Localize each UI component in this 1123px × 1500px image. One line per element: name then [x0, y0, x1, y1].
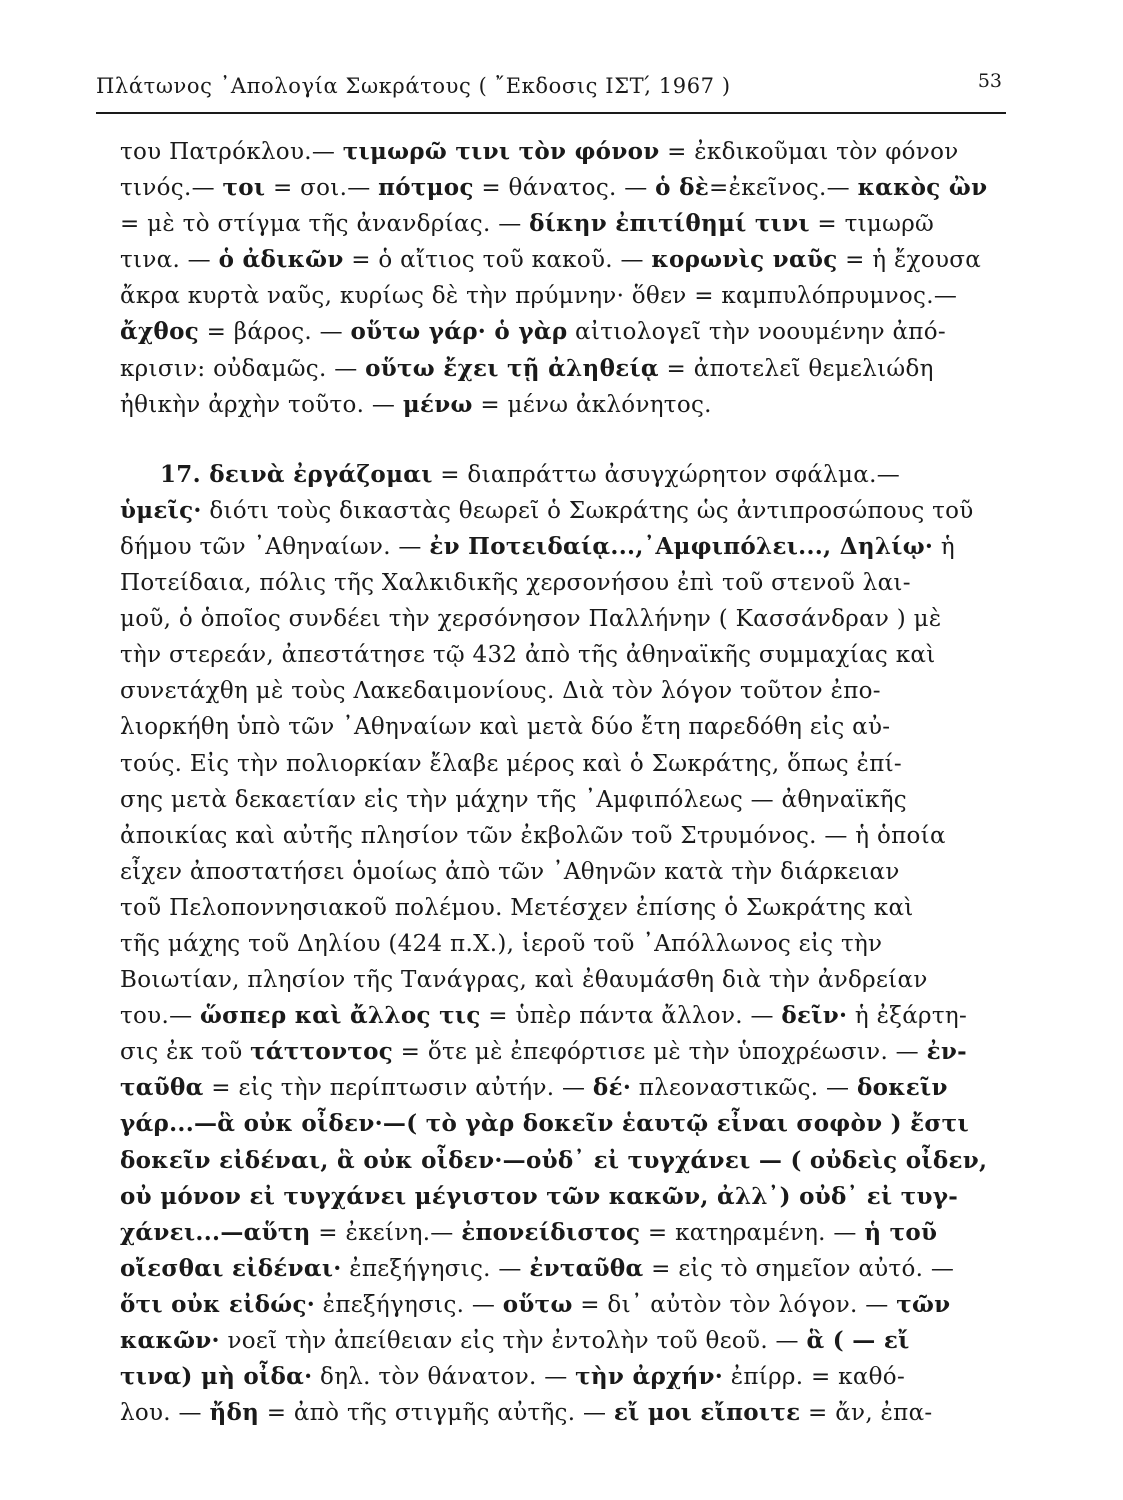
headword: μένω — [402, 390, 473, 418]
gloss-text: Ποτείδαια, πόλις τῆς Χαλκιδικῆς χερσονήσου ἐπὶ τοῦ στενοῦ λαι- — [120, 570, 911, 597]
running-title: Πλάτωνος ᾿Απολογία Σωκράτους ( ῎Εκδοσις ΙΣΤ,́ 1967 ) — [96, 74, 731, 98]
headword: δοκεῖν εἰδέναι, ἃ οὐκ οἶδεν·—οὐδ᾿ εἰ τυγχάνει — ( οὐδεὶς οἶδεν, — [120, 1146, 988, 1174]
text-line — [120, 457, 1015, 493]
text-line — [120, 601, 1015, 637]
gloss-text: = ἡ ἔχουσα — [837, 247, 982, 274]
headword: τινα) μὴ οἶδα· — [120, 1363, 313, 1391]
gloss-text: = ὅτε μὲ ἐπεφόρτισε μὲ τὴν ὑποχρέωσιν. — — [393, 1039, 927, 1066]
headword: δέ· — [592, 1074, 632, 1102]
text-line — [120, 1215, 1015, 1251]
text-line — [120, 818, 1015, 854]
text-line — [120, 782, 1015, 818]
gloss-text: = μένω ἀκλόνητος. — [472, 391, 712, 418]
headword: εἴ μοι εἴποιτε — [613, 1399, 801, 1427]
headword: γάρ...—ἃ οὐκ οἶδεν·—( τὸ γὰρ δοκεῖν ἑαυτῷ εἶναι σοφὸν ) ἔστι — [120, 1110, 969, 1138]
gloss-text: = ὁ αἴτιος τοῦ κακοῦ. — — [343, 247, 652, 274]
gloss-text: = σοι.— — [265, 175, 379, 202]
text-line — [120, 351, 1015, 387]
text-line — [120, 1034, 1015, 1070]
headword: δοκεῖν — [856, 1074, 948, 1102]
gloss-text: νοεῖ τὴν ἀπείθειαν εἰς τὴν ἐντολὴν τοῦ θεοῦ. — — [219, 1328, 807, 1354]
text-line — [120, 709, 1015, 745]
gloss-text: ἐπεξήγησις. — — [315, 1291, 503, 1318]
gloss-text: κρισιν: οὐδαμῶς. — — [120, 355, 366, 382]
headword: δεῖν· — [781, 1002, 848, 1030]
gloss-text: ἐπεξήγησις. — — [341, 1255, 530, 1282]
headword: ὁ ἀδικῶν — [218, 246, 344, 274]
text-line — [120, 890, 1015, 926]
gloss-text: = μὲ τὸ στίγμα τῆς ἀνανδρίας. — — [120, 211, 530, 238]
text-line — [120, 278, 1015, 314]
headword: οὕτω ἔχει τῇ ἀληθείᾳ — [365, 354, 659, 382]
gloss-text: λου. — — [120, 1400, 210, 1427]
headword: τάττοντος — [250, 1038, 394, 1066]
gloss-text: = βάρος. — — [199, 319, 351, 346]
text-line — [120, 170, 1015, 206]
gloss-text: δήμου τῶν ᾿Αθηναίων. — — [120, 533, 430, 560]
text-line — [120, 1143, 1015, 1179]
gloss-text: ἀποικίας καὶ αὐτῆς πλησίον τῶν ἐκβολῶν τοῦ Στρυμόνος. — ἡ ὁποία — [120, 822, 946, 849]
headword: ἐν Ποτειδαίᾳ...,᾿Αμφιπόλει..., Δηλίῳ· — [429, 532, 934, 560]
headword: ὅτι οὐκ εἰδώς· — [120, 1290, 316, 1318]
headword: κορωνὶς ναῦς — [651, 246, 838, 274]
headword: ἐνταῦθα — [529, 1254, 644, 1282]
text-line — [120, 1395, 1015, 1431]
text-line — [120, 206, 1015, 242]
headword: ἐπονείδιστος — [461, 1218, 641, 1246]
text-line — [120, 565, 1015, 601]
headword: ταῦθα — [120, 1074, 204, 1102]
gloss-text: ἠθικὴν ἀρχὴν τοῦτο. — — [120, 391, 403, 418]
gloss-text: = ἄν, ἐπα- — [800, 1400, 933, 1427]
headword: πότμος — [378, 174, 474, 202]
page-header — [96, 72, 1006, 114]
headword: κακῶν· — [120, 1327, 220, 1354]
gloss-text: του Πατρόκλου.— — [120, 139, 343, 165]
text-line — [120, 134, 1015, 170]
gloss-text: αἰτιολογεῖ τὴν νοουμένην ἀπό- — [567, 319, 946, 346]
paragraph-gap — [120, 423, 1015, 457]
gloss-text: = κατηραμένη. — — [640, 1219, 865, 1246]
headword: οὐ μόνον εἰ τυγχάνει μέγιστον τῶν κακῶν, ἀλλ᾿) οὐδ᾿ εἰ τυγ- — [120, 1182, 959, 1210]
headword: χάνει...—αὕτη — [120, 1218, 311, 1246]
gloss-text: συνετάχθη μὲ τοὺς Λακεδαιμονίους. Διὰ τὸν λόγον τοῦτον ἐπο- — [120, 678, 881, 705]
headword: οὕτω γάρ· ὁ γὰρ — [350, 318, 568, 346]
paragraph-notes-17 — [120, 457, 1015, 1432]
gloss-text: ἄκρα κυρτὰ ναῦς, κυρίως δὲ τὴν πρύμνην· ὅθεν = καμπυλόπρυμνος.— — [120, 283, 958, 310]
headword: τοι — [222, 174, 266, 202]
gloss-text: = θάνατος. — — [473, 175, 656, 202]
gloss-text: τῆς μάχης τοῦ Δηλίου (424 π.Χ.), ἱεροῦ τοῦ ᾿Απόλλωνος εἰς τὴν — [120, 930, 883, 957]
headword: ὁ δὲ — [655, 174, 710, 202]
gloss-text: διότι τοὺς δικαστὰς θεωρεῖ ὁ Σωκράτης ὡς ἀντιπροσώπους τοῦ — [201, 497, 974, 524]
gloss-text: τοῦ Πελοποννησιακοῦ πολέμου. Μετέσχεν ἐπίσης ὁ Σωκράτης καὶ — [120, 894, 914, 921]
headword: οὕτω — [502, 1290, 573, 1318]
text-line — [120, 1359, 1015, 1395]
gloss-text: τινός.— — [120, 175, 223, 202]
text-line — [120, 998, 1015, 1034]
text-line — [120, 1251, 1015, 1287]
gloss-text: λιορκήθη ὑπὸ τῶν ᾿Αθηναίων καὶ μετὰ δύο ἔτη παρεδόθη εἰς αὐ- — [120, 714, 891, 741]
text-line — [120, 493, 1015, 529]
headword: κακὸς ὢν — [857, 174, 988, 202]
gloss-text: ἡ ἐξάρτη- — [847, 1003, 968, 1030]
gloss-text: μοῦ, ὁ ὁποῖος συνδέει τὴν χερσόνησον Παλλήνην ( Κασσάνδραν ) μὲ — [120, 606, 942, 633]
text-line — [120, 1106, 1015, 1142]
gloss-text: = ὑπὲρ πάντα ἄλλον. — — [480, 1003, 782, 1030]
gloss-text: δηλ. τὸν θάνατον. — — [312, 1364, 576, 1391]
gloss-text: Βοιωτίαν, πλησίον τῆς Τανάγρας, καὶ ἐθαυμάσθη διὰ τὴν ἀνδρείαν — [120, 967, 928, 994]
headword: τὴν ἀρχήν· — [575, 1363, 724, 1391]
gloss-text: εἶχεν ἀποστατήσει ὁμοίως ἀπὸ τῶν ᾿Αθηνῶν κατὰ τὴν διάρκειαν — [120, 858, 900, 885]
gloss-text: = ἀπὸ τῆς στιγμῆς αὐτῆς. — — [259, 1400, 614, 1427]
gloss-text: = διαπράττω ἀσυγχώρητον σφάλμα.— — [432, 461, 901, 488]
gloss-text: τινα. — — [120, 247, 219, 274]
headword: ἐν- — [926, 1038, 967, 1066]
gloss-text: = εἰς τὸ σημεῖον αὐτό. — — [643, 1255, 955, 1282]
gloss-text: ἡ — [933, 533, 955, 560]
headword: δίκην ἐπιτίθημί τινι — [529, 210, 810, 238]
text-line — [120, 1287, 1015, 1323]
gloss-text: πλεοναστικῶς. — — [631, 1075, 857, 1102]
gloss-text: = ἐκδικοῦμαι τὸν φόνον — [659, 139, 959, 165]
headword: ἡ τοῦ — [864, 1218, 938, 1246]
text-line — [120, 673, 1015, 709]
text-line — [120, 1179, 1015, 1215]
gloss-text: = ἀποτελεῖ θεμελιώδη — [658, 355, 934, 382]
gloss-text: = δι᾿ αὐτὸν τὸν λόγον. — — [572, 1291, 897, 1318]
text-line — [120, 529, 1015, 565]
text-line — [120, 314, 1015, 350]
page-number: 53 — [977, 70, 1002, 92]
commentary-body — [120, 134, 1015, 1431]
headword: τῶν — [896, 1290, 951, 1318]
gloss-text: ἐπίρρ. = καθό- — [723, 1364, 906, 1391]
text-line — [120, 1070, 1015, 1106]
text-line — [120, 242, 1015, 278]
headword: ὑμεῖς· — [120, 496, 202, 524]
gloss-text: σης μετὰ δεκαετίαν εἰς τὴν μάχην τῆς ᾿Αμφιπόλεως — ἀθηναϊκῆς — [120, 786, 907, 813]
gloss-text: του.— — [120, 1003, 200, 1030]
text-line — [120, 387, 1015, 423]
headword: 17. δεινὰ ἐργάζομαι — [160, 460, 433, 488]
gloss-text: τούς. Εἰς τὴν πολιορκίαν ἔλαβε μέρος καὶ ὁ Σωκράτης, ὅπως ἐπί- — [120, 750, 903, 777]
gloss-text: = ἐκείνη.— — [310, 1219, 462, 1246]
headword: ἄχθος — [120, 318, 200, 346]
text-line — [120, 926, 1015, 962]
headword: ἃ ( — εἴ — [806, 1327, 910, 1354]
gloss-text: τὴν στερεάν, ἀπεστάτησε τῷ 432 ἀπὸ τῆς ἀθηναϊκῆς συμμαχίας καὶ — [120, 642, 936, 669]
headword: ἤδη — [209, 1399, 260, 1427]
headword: ὥσπερ καὶ ἄλλος τις — [199, 1002, 481, 1030]
text-line — [120, 962, 1015, 998]
gloss-text: =ἐκεῖνος.— — [709, 175, 858, 202]
gloss-text: σις ἐκ τοῦ — [120, 1039, 251, 1066]
headword: τιμωρῶ τινι τὸν φόνον — [342, 138, 660, 165]
paragraph-notes-16 — [120, 134, 1015, 423]
text-line — [120, 854, 1015, 890]
text-line — [120, 1323, 1015, 1359]
gloss-text: = τιμωρῶ — [809, 211, 935, 238]
gloss-text: = εἰς τὴν περίπτωσιν αὐτήν. — — [203, 1075, 593, 1102]
text-line — [120, 637, 1015, 673]
headword: οἴεσθαι εἰδέναι· — [120, 1254, 342, 1282]
text-line — [120, 746, 1015, 782]
